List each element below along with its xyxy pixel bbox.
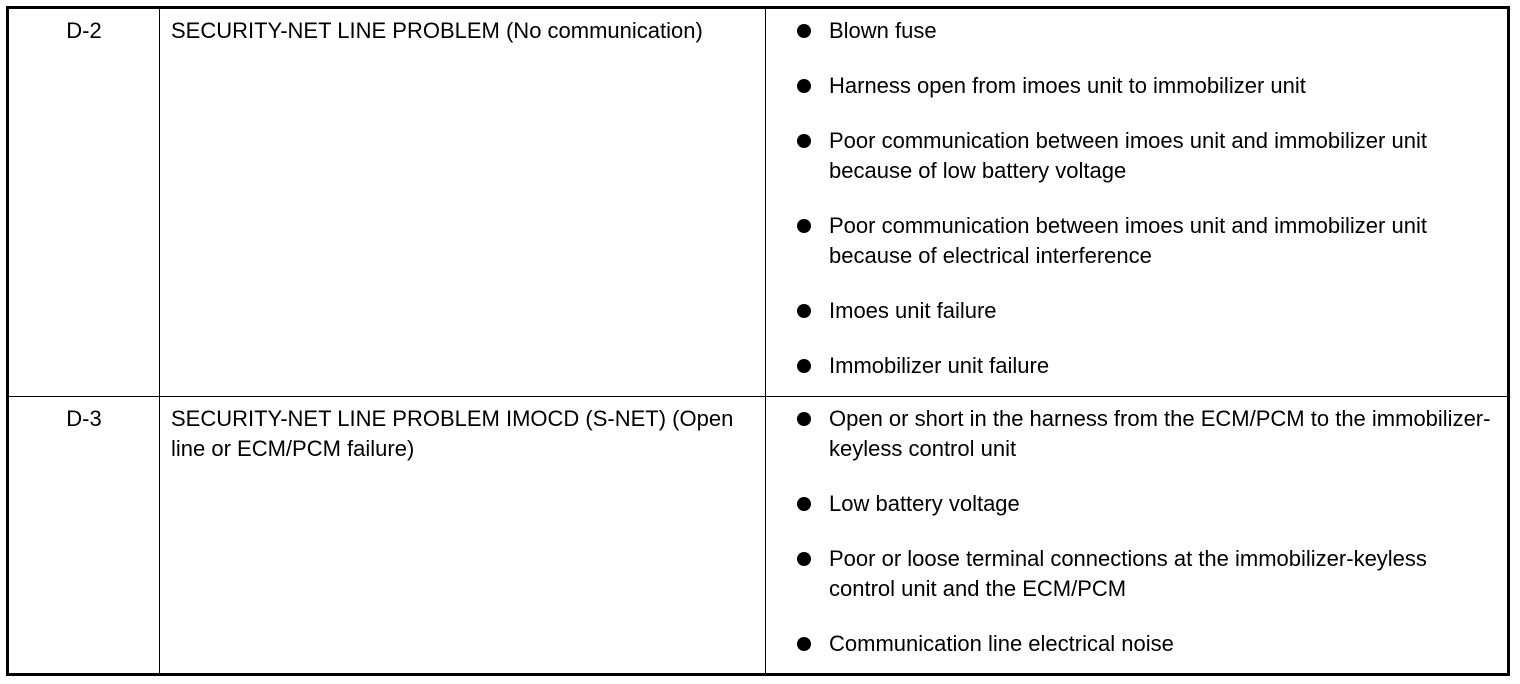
cause-text: Communication line electrical noise [829, 631, 1174, 656]
bullet-icon [797, 552, 811, 566]
list-item [795, 351, 1495, 381]
bullet-icon [797, 637, 811, 651]
cause-text: Blown fuse [829, 18, 937, 43]
column-divider [159, 9, 160, 396]
diagnostic-table [6, 6, 1510, 676]
dtc-description: SECURITY-NET LINE PROBLEM (No communication) [171, 18, 703, 43]
cause-text: Open or short in the harness from the ECM/PCM to the immobilizer-keyless control unit [829, 406, 1491, 461]
cause-text: Immobilizer unit failure [829, 353, 1050, 378]
cause-text: Poor or loose terminal connections at the immobilizer-keyless control unit and the ECM/PCM [829, 546, 1427, 601]
cause-text: Poor communication between imoes unit and immobilizer unit because of electrical interference [829, 213, 1427, 268]
bullet-icon [797, 412, 811, 426]
list-item [795, 211, 1495, 271]
list-item [795, 71, 1495, 101]
cause-text: Harness open from imoes unit to immobilizer unit [829, 73, 1306, 98]
bullet-icon [797, 497, 811, 511]
cause-text: Low battery voltage [829, 491, 1020, 516]
cause-text: Poor communication between imoes unit and immobilizer unit because of low battery voltage [829, 128, 1427, 183]
list-item [795, 296, 1495, 326]
bullet-icon [797, 79, 811, 93]
table-row [9, 397, 1507, 673]
list-item [795, 544, 1495, 604]
dtc-description: SECURITY-NET LINE PROBLEM IMOCD (S-NET) (Open line or ECM/PCM failure) [171, 406, 734, 461]
column-divider [765, 397, 766, 673]
list-item [795, 16, 1495, 46]
list-item [795, 126, 1495, 186]
column-divider [765, 9, 766, 396]
list-item [795, 489, 1495, 519]
bullet-icon [797, 219, 811, 233]
column-divider [159, 397, 160, 673]
possible-causes-list [795, 16, 1495, 406]
list-item [795, 404, 1495, 464]
dtc-code: D-3 [66, 406, 102, 431]
bullet-icon [797, 359, 811, 373]
cause-text: Imoes unit failure [829, 298, 997, 323]
list-item [795, 629, 1495, 659]
dtc-code: D-2 [66, 18, 102, 43]
bullet-icon [797, 304, 811, 318]
possible-causes-list [795, 404, 1495, 684]
bullet-icon [797, 134, 811, 148]
table-row [9, 9, 1507, 397]
bullet-icon [797, 24, 811, 38]
